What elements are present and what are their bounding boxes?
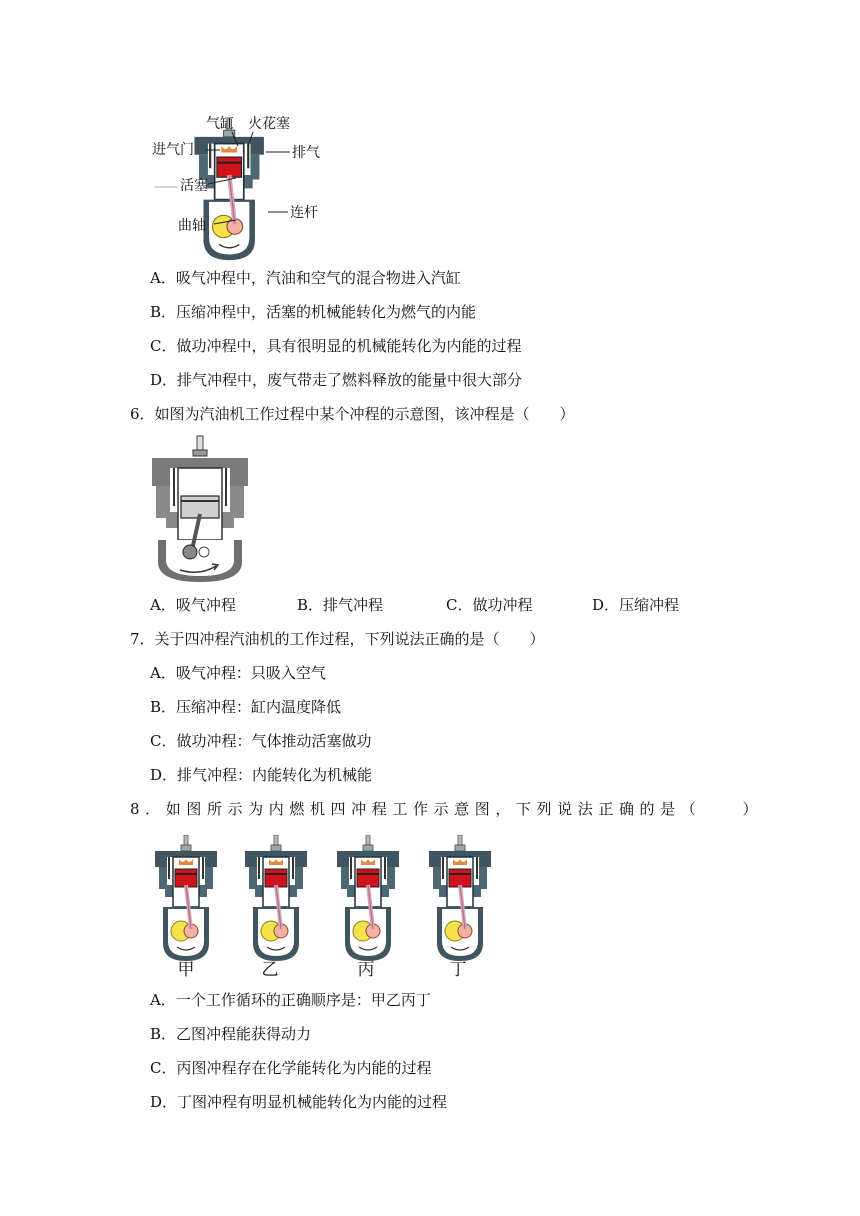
label-exhaust: 排气 <box>292 145 320 161</box>
engine-label-bing: 丙 <box>357 960 375 980</box>
q7-option-c: C．做功冲程：气体推动活塞做功 <box>150 732 372 750</box>
q6-option-c: C．做功冲程 <box>446 596 533 614</box>
engine-diagram-labeled <box>148 112 338 262</box>
label-piston: 活塞 <box>180 178 208 194</box>
label-intake-valve: 进气门 <box>152 142 194 158</box>
q7-option-b: B．压缩冲程：缸内温度降低 <box>150 698 342 716</box>
q8-option-a: A．一个工作循环的正确顺序是：甲乙丙丁 <box>150 991 431 1009</box>
q6-option-a: A．吸气冲程 <box>150 596 236 614</box>
q7-option-a: A．吸气冲程：只吸入空气 <box>150 664 326 682</box>
q6-option-b: B．排气冲程 <box>297 596 384 614</box>
engine-ding-illustration <box>422 835 498 965</box>
label-spark-plug: 火花塞 <box>248 116 290 132</box>
q5-option-c: C．做功冲程中，具有很明显的机械能转化为内能的过程 <box>150 337 522 355</box>
engine-grey-illustration <box>150 434 250 584</box>
q8-option-d: D．丁图冲程有明显机械能转化为内能的过程 <box>150 1093 448 1111</box>
engine-bing-illustration <box>330 835 406 965</box>
q5-option-d: D．排气冲程中，废气带走了燃料释放的能量中很大部分 <box>150 371 523 389</box>
engine-jia-illustration <box>148 835 224 965</box>
q7-stem: 7．关于四冲程汽油机的工作过程，下列说法正确的是（ ） <box>130 630 545 648</box>
engine-label-jia: 甲 <box>177 960 195 980</box>
q5-option-a: A．吸气冲程中，汽油和空气的混合物进入汽缸 <box>150 269 461 287</box>
q8-option-b: B．乙图冲程能获得动力 <box>150 1025 312 1043</box>
q7-option-d: D．排气冲程：内能转化为机械能 <box>150 766 373 784</box>
q6-stem: 6．如图为汽油机工作过程中某个冲程的示意图，该冲程是（ ） <box>130 405 575 423</box>
q8-stem: 8．如图所示为内燃机四冲程工作示意图，下列说法正确的是（ ） <box>130 800 764 818</box>
q6-option-d: D．压缩冲程 <box>592 596 680 614</box>
q5-option-b: B．压缩冲程中，活塞的机械能转化为燃气的内能 <box>150 303 477 321</box>
q8-option-c: C．丙图冲程存在化学能转化为内能的过程 <box>150 1059 432 1077</box>
engine-label-yi: 乙 <box>261 960 279 980</box>
engine-label-ding: 丁 <box>449 960 467 980</box>
label-cylinder: 气缸 <box>206 116 234 132</box>
engine-yi-illustration <box>238 835 314 965</box>
four-stroke-diagrams <box>148 835 508 980</box>
label-connecting-rod: 连杆 <box>290 205 318 221</box>
label-crankshaft: 曲轴 <box>178 218 206 234</box>
engine-color-illustration <box>148 112 338 262</box>
